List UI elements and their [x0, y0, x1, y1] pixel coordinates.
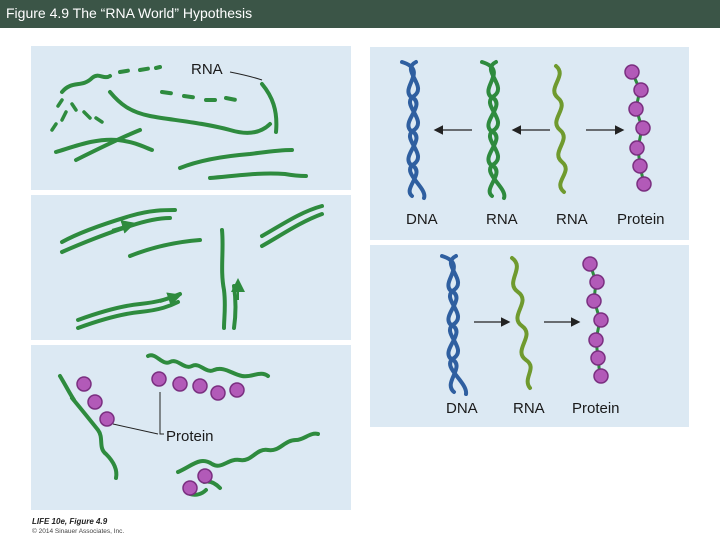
credit-copyright: © 2014 Sinauer Associates, Inc. [32, 528, 125, 535]
replication-arrows [112, 224, 238, 302]
label-rna-top-2: RNA [556, 211, 588, 228]
dna-helix-bottom [442, 256, 466, 394]
rna-single-bottom [512, 258, 531, 388]
credit-book: LIFE 10e, Figure 4.9 [32, 517, 108, 526]
rna-replication-strands [62, 206, 322, 328]
label-protein-panel3: Protein [166, 428, 214, 445]
protein-leader-lines [113, 392, 164, 434]
rna-leader-line [230, 72, 262, 80]
protein-beads-bottom [583, 257, 608, 383]
label-protein-bottom: Protein [572, 400, 620, 417]
figure-title: Figure 4.9 The “RNA World” Hypothesis [6, 5, 253, 21]
dna-helix-top [402, 62, 424, 198]
label-rna-bottom: RNA [513, 400, 545, 417]
rna-with-protein-strands [60, 355, 318, 495]
label-rna-top-1: RNA [486, 211, 518, 228]
label-dna-bottom: DNA [446, 400, 478, 417]
label-rna-panel1: RNA [191, 61, 223, 78]
label-dna-top: DNA [406, 211, 438, 228]
rna-helix-top [482, 62, 504, 198]
rna-single-top [554, 66, 565, 192]
protein-beads-top [625, 65, 651, 191]
rna-strands [52, 67, 306, 178]
label-protein-top: Protein [617, 211, 665, 228]
